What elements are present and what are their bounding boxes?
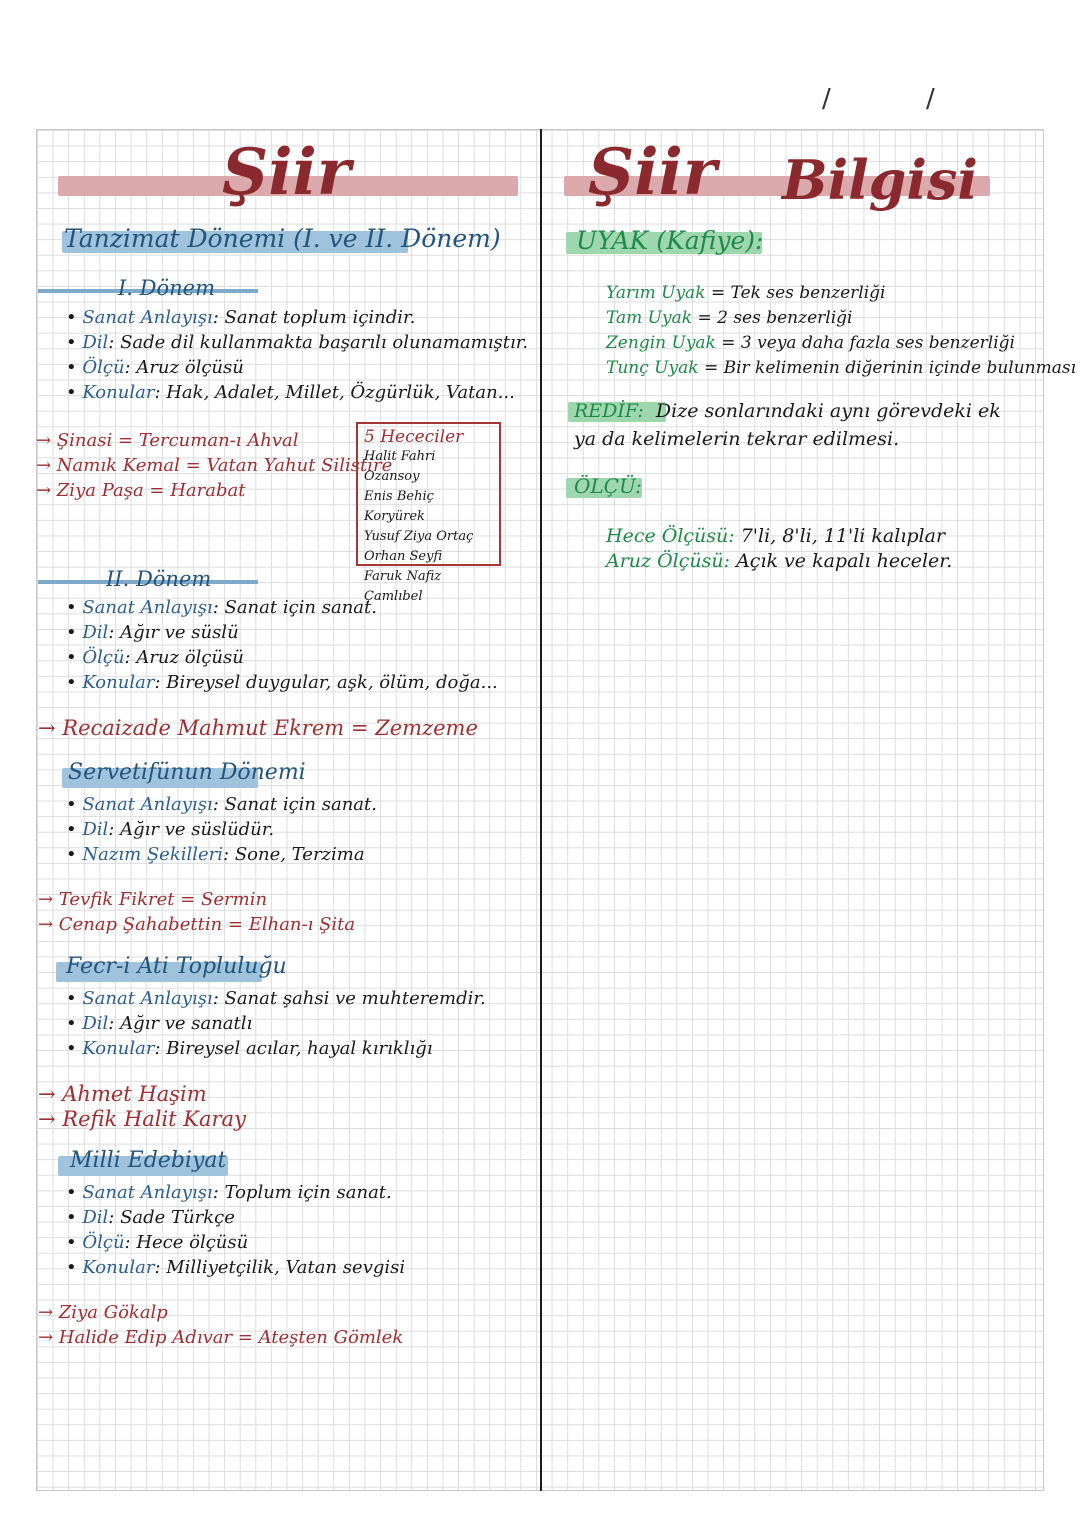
servetifunun-list [66,792,377,867]
author-line: → Namık Kemal = Vatan Yahut Silistire [36,455,393,476]
milli-list [66,1180,405,1280]
right-title-word2: Bilgisi [782,148,978,212]
redif-line1: REDİF: Dize sonlarındaki aynı görevdeki ek [574,400,1001,422]
list-item: Yarım Uyak = Tek ses benzerliği [606,283,886,303]
list-item: • Konular: Hak, Adalet, Millet, Özgürlük, Vatan... [66,382,515,403]
author-line: → Refik Halit Karay [38,1107,246,1131]
list-item: Zengin Uyak = 3 veya daha fazla ses benzerliği [606,333,1015,353]
uyak-heading: UYAK (Kafiye): [576,226,764,255]
list-item: Tunç Uyak = Bir kelimenin diğerinin içinde bulunması [606,358,1077,378]
list-item: • Dil: Sade Türkçe [66,1207,235,1228]
period2-author: → Recaizade Mahmut Ekrem = Zemzeme [38,716,478,740]
list-item: • Sanat Anlayışı: Sanat için sanat. [66,794,377,815]
list-item: • Dil: Ağır ve sanatlı [66,1013,253,1034]
list-item: • Ölçü: Hece ölçüsü [66,1232,249,1253]
fecriati-list [66,986,486,1061]
list-item: • Dil: Sade dil kullanmakta başarılı olunamamıştır. [66,332,529,353]
date-slash-2: / [926,84,935,114]
hececiler-name: Halit Fahri Ozansoy [364,449,436,484]
olcu-heading: ÖLÇÜ: [574,474,642,498]
period1-list [66,305,528,405]
servetifunun-heading: Servetifünun Dönemi [68,760,306,785]
milli-authors [38,1300,403,1350]
fecriati-authors [38,1082,246,1132]
olcu-list [606,524,952,574]
list-item: Hece Ölçüsü: 7'li, 8'li, 11'li kalıplar [606,525,946,547]
author-line: → Halide Edip Adıvar = Ateşten Gömlek [38,1327,404,1348]
hececiler-name: Faruk Nafiz Çamlıbel [364,569,442,604]
period1-heading: I. Dönem [118,276,215,300]
left-title: Şiir [222,135,351,210]
hececiler-box [356,422,501,604]
list-item: • Konular: Milliyetçilik, Vatan sevgisi [66,1257,406,1278]
page-divider-line [540,129,542,1491]
list-item: • Ölçü: Aruz ölçüsü [66,357,244,378]
period2-heading: II. Dönem [106,567,212,591]
hececiler-name: Yusuf Ziya Ortaç [364,529,474,544]
period2-list [66,595,498,695]
tanzimat-heading: Tanzimat Dönemi (I. ve II. Dönem) [64,224,501,253]
period1-authors [36,428,392,503]
list-item: • Sanat Anlayışı: Toplum için sanat. [66,1182,392,1203]
author-line: → Ahmet Haşim [38,1082,207,1106]
list-item: • Konular: Bireysel acılar, hayal kırıklığı [66,1038,433,1059]
author-line: → Tevfik Fikret = Sermin [38,889,268,910]
author-line: → Cenap Şahabettin = Elhan-ı Şita [38,914,356,935]
list-item: Aruz Ölçüsü: Açık ve kapalı heceler. [606,550,953,572]
hececiler-name: Enis Behiç Koryürek [364,489,434,524]
author-line: → Şinasi = Tercuman-ı Ahval [36,430,299,451]
date-slash-1: / [822,84,831,114]
list-item: • Sanat Anlayışı: Sanat için sanat. [66,597,377,618]
list-item: Tam Uyak = 2 ses benzerliği [606,308,853,328]
right-title-word1: Şiir [588,135,717,210]
list-item: • Sanat Anlayışı: Sanat toplum içindir. [66,307,416,328]
list-item: • Dil: Ağır ve süslü [66,622,239,643]
author-line: → Ziya Paşa = Harabat [36,480,246,501]
list-item: • Dil: Ağır ve süslüdür. [66,819,275,840]
list-item: • Konular: Bireysel duygular, aşk, ölüm, doğa... [66,672,498,693]
hececiler-title: 5 Hececiler [364,427,464,447]
redif-label: REDİF: [574,400,644,422]
uyak-list [606,281,1076,381]
servetifunun-authors [38,887,355,937]
author-line: → Ziya Gökalp [38,1302,168,1323]
fecriati-heading: Fecr-i Ati Topluluğu [66,954,287,979]
milli-heading: Milli Edebiyat [70,1148,227,1173]
hececiler-name: Orhan Seyfi [364,549,443,564]
list-item: • Ölçü: Aruz ölçüsü [66,647,244,668]
list-item: • Nazım Şekilleri: Sone, Terzima [66,844,365,865]
list-item: • Sanat Anlayışı: Sanat şahsi ve muhteremdir. [66,988,486,1009]
redif-line2: ya da kelimelerin tekrar edilmesi. [574,428,900,450]
